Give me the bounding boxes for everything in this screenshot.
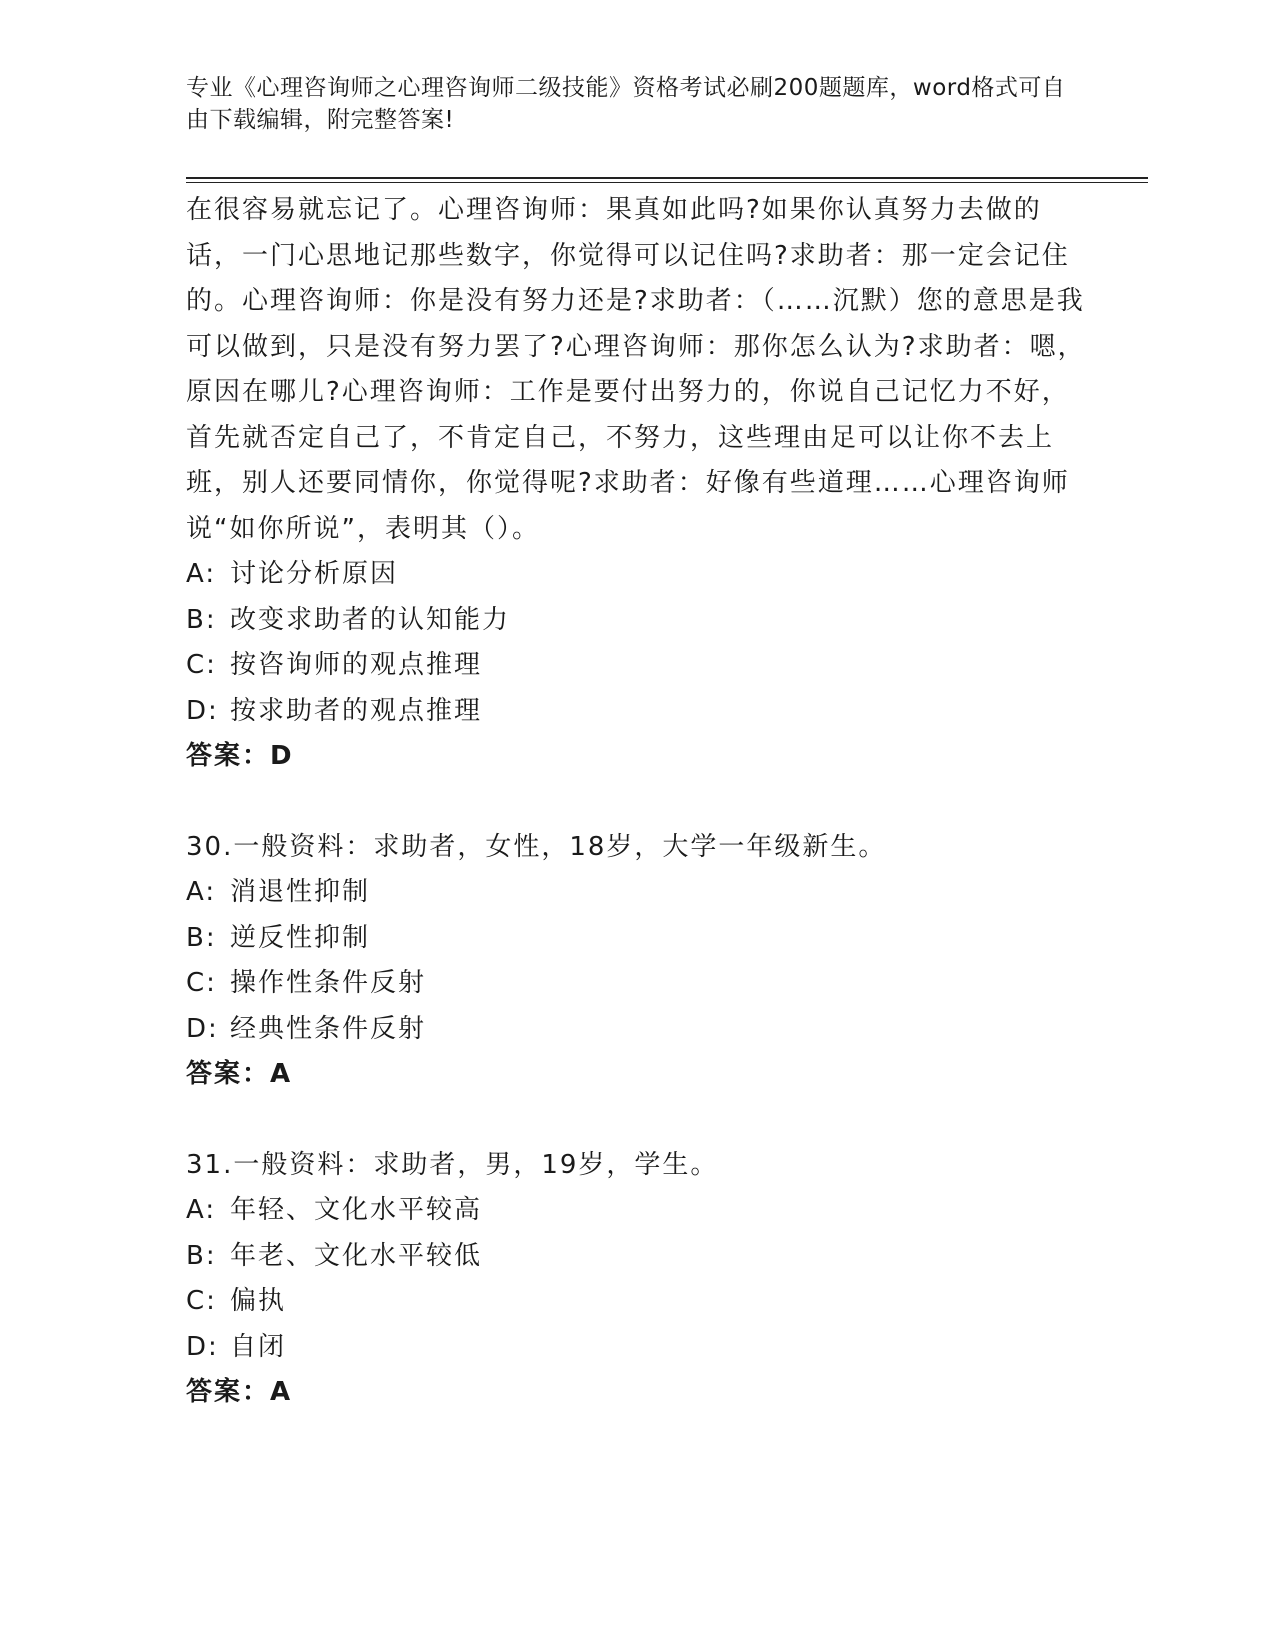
option-a xyxy=(186,552,1086,598)
option-c xyxy=(186,961,1086,1007)
option-letter: B: xyxy=(186,922,217,953)
option-letter: C: xyxy=(186,650,217,680)
option-text: 年老、文化水平较低 xyxy=(230,1240,483,1271)
question-30 xyxy=(186,825,1086,1098)
question-list xyxy=(186,188,1086,1416)
answer-line: 答案：A xyxy=(186,1377,293,1407)
option-letter: D: xyxy=(186,1013,219,1044)
option-letter: D: xyxy=(186,695,219,726)
option-text: 偏执 xyxy=(230,1286,287,1316)
option-letter: C: xyxy=(186,968,217,998)
header-divider xyxy=(186,177,1148,183)
question-stem: 31.一般资料：求助者，男，19岁，学生。 xyxy=(186,1149,719,1180)
question-29 xyxy=(186,188,1086,780)
option-d xyxy=(186,1007,1086,1053)
answer-line: 答案：D xyxy=(186,741,294,771)
option-a xyxy=(186,870,1086,916)
page-header: 专业《心理咨询师之心理咨询师二级技能》资格考试必刷200题题库，word格式可自由下载编辑，附完整答案! xyxy=(186,75,1066,133)
option-text: 经典性条件反射 xyxy=(230,1013,427,1044)
answer-line: 答案：A xyxy=(186,1059,293,1089)
option-text: 自闭 xyxy=(230,1331,287,1362)
option-letter: B: xyxy=(186,1240,217,1271)
option-text: 按咨询师的观点推理 xyxy=(230,650,483,680)
option-b xyxy=(186,598,1086,644)
option-letter: A: xyxy=(186,1195,217,1225)
option-text: 操作性条件反射 xyxy=(230,968,427,998)
option-text: 讨论分析原因 xyxy=(230,559,399,589)
option-d xyxy=(186,689,1086,735)
option-letter: A: xyxy=(186,877,217,907)
option-a xyxy=(186,1188,1086,1234)
option-letter: D: xyxy=(186,1331,219,1362)
option-c xyxy=(186,1279,1086,1325)
question-stem: 在很容易就忘记了。心理咨询师：果真如此吗?如果你认真努力去做的话，一门心思地记那些数字，你觉得可以记住吗?求助者：那一定会记住的。心理咨询师：你是没有努力还是?求助者：（……沉默）您的意思是我可以做到，只是没有努力罢了?心理咨询师：那你怎么认为?求助者：嗯，原因在哪儿?心理咨询师：工作是要付出努力的，你说自己记忆力不好，首先就否定自己了，不肯定自己，不努力，这些理由足可以让你不去上班，别人还要同情你，你觉得呢?求助者：好像有些道理……心理咨询师说“如你所说”，表明其（）。 xyxy=(186,195,1086,544)
option-d xyxy=(186,1325,1086,1371)
option-text: 逆反性抑制 xyxy=(230,922,371,953)
question-stem: 30.一般资料：求助者，女性，18岁，大学一年级新生。 xyxy=(186,831,887,862)
question-31 xyxy=(186,1143,1086,1416)
option-text: 改变求助者的认知能力 xyxy=(230,604,511,635)
option-b xyxy=(186,916,1086,962)
option-b xyxy=(186,1234,1086,1280)
option-text: 年轻、文化水平较高 xyxy=(230,1195,483,1225)
option-text: 消退性抑制 xyxy=(230,877,371,907)
option-letter: A: xyxy=(186,559,217,589)
option-c xyxy=(186,643,1086,689)
option-text: 按求助者的观点推理 xyxy=(230,695,483,726)
option-letter: B: xyxy=(186,604,217,635)
option-letter: C: xyxy=(186,1286,217,1316)
